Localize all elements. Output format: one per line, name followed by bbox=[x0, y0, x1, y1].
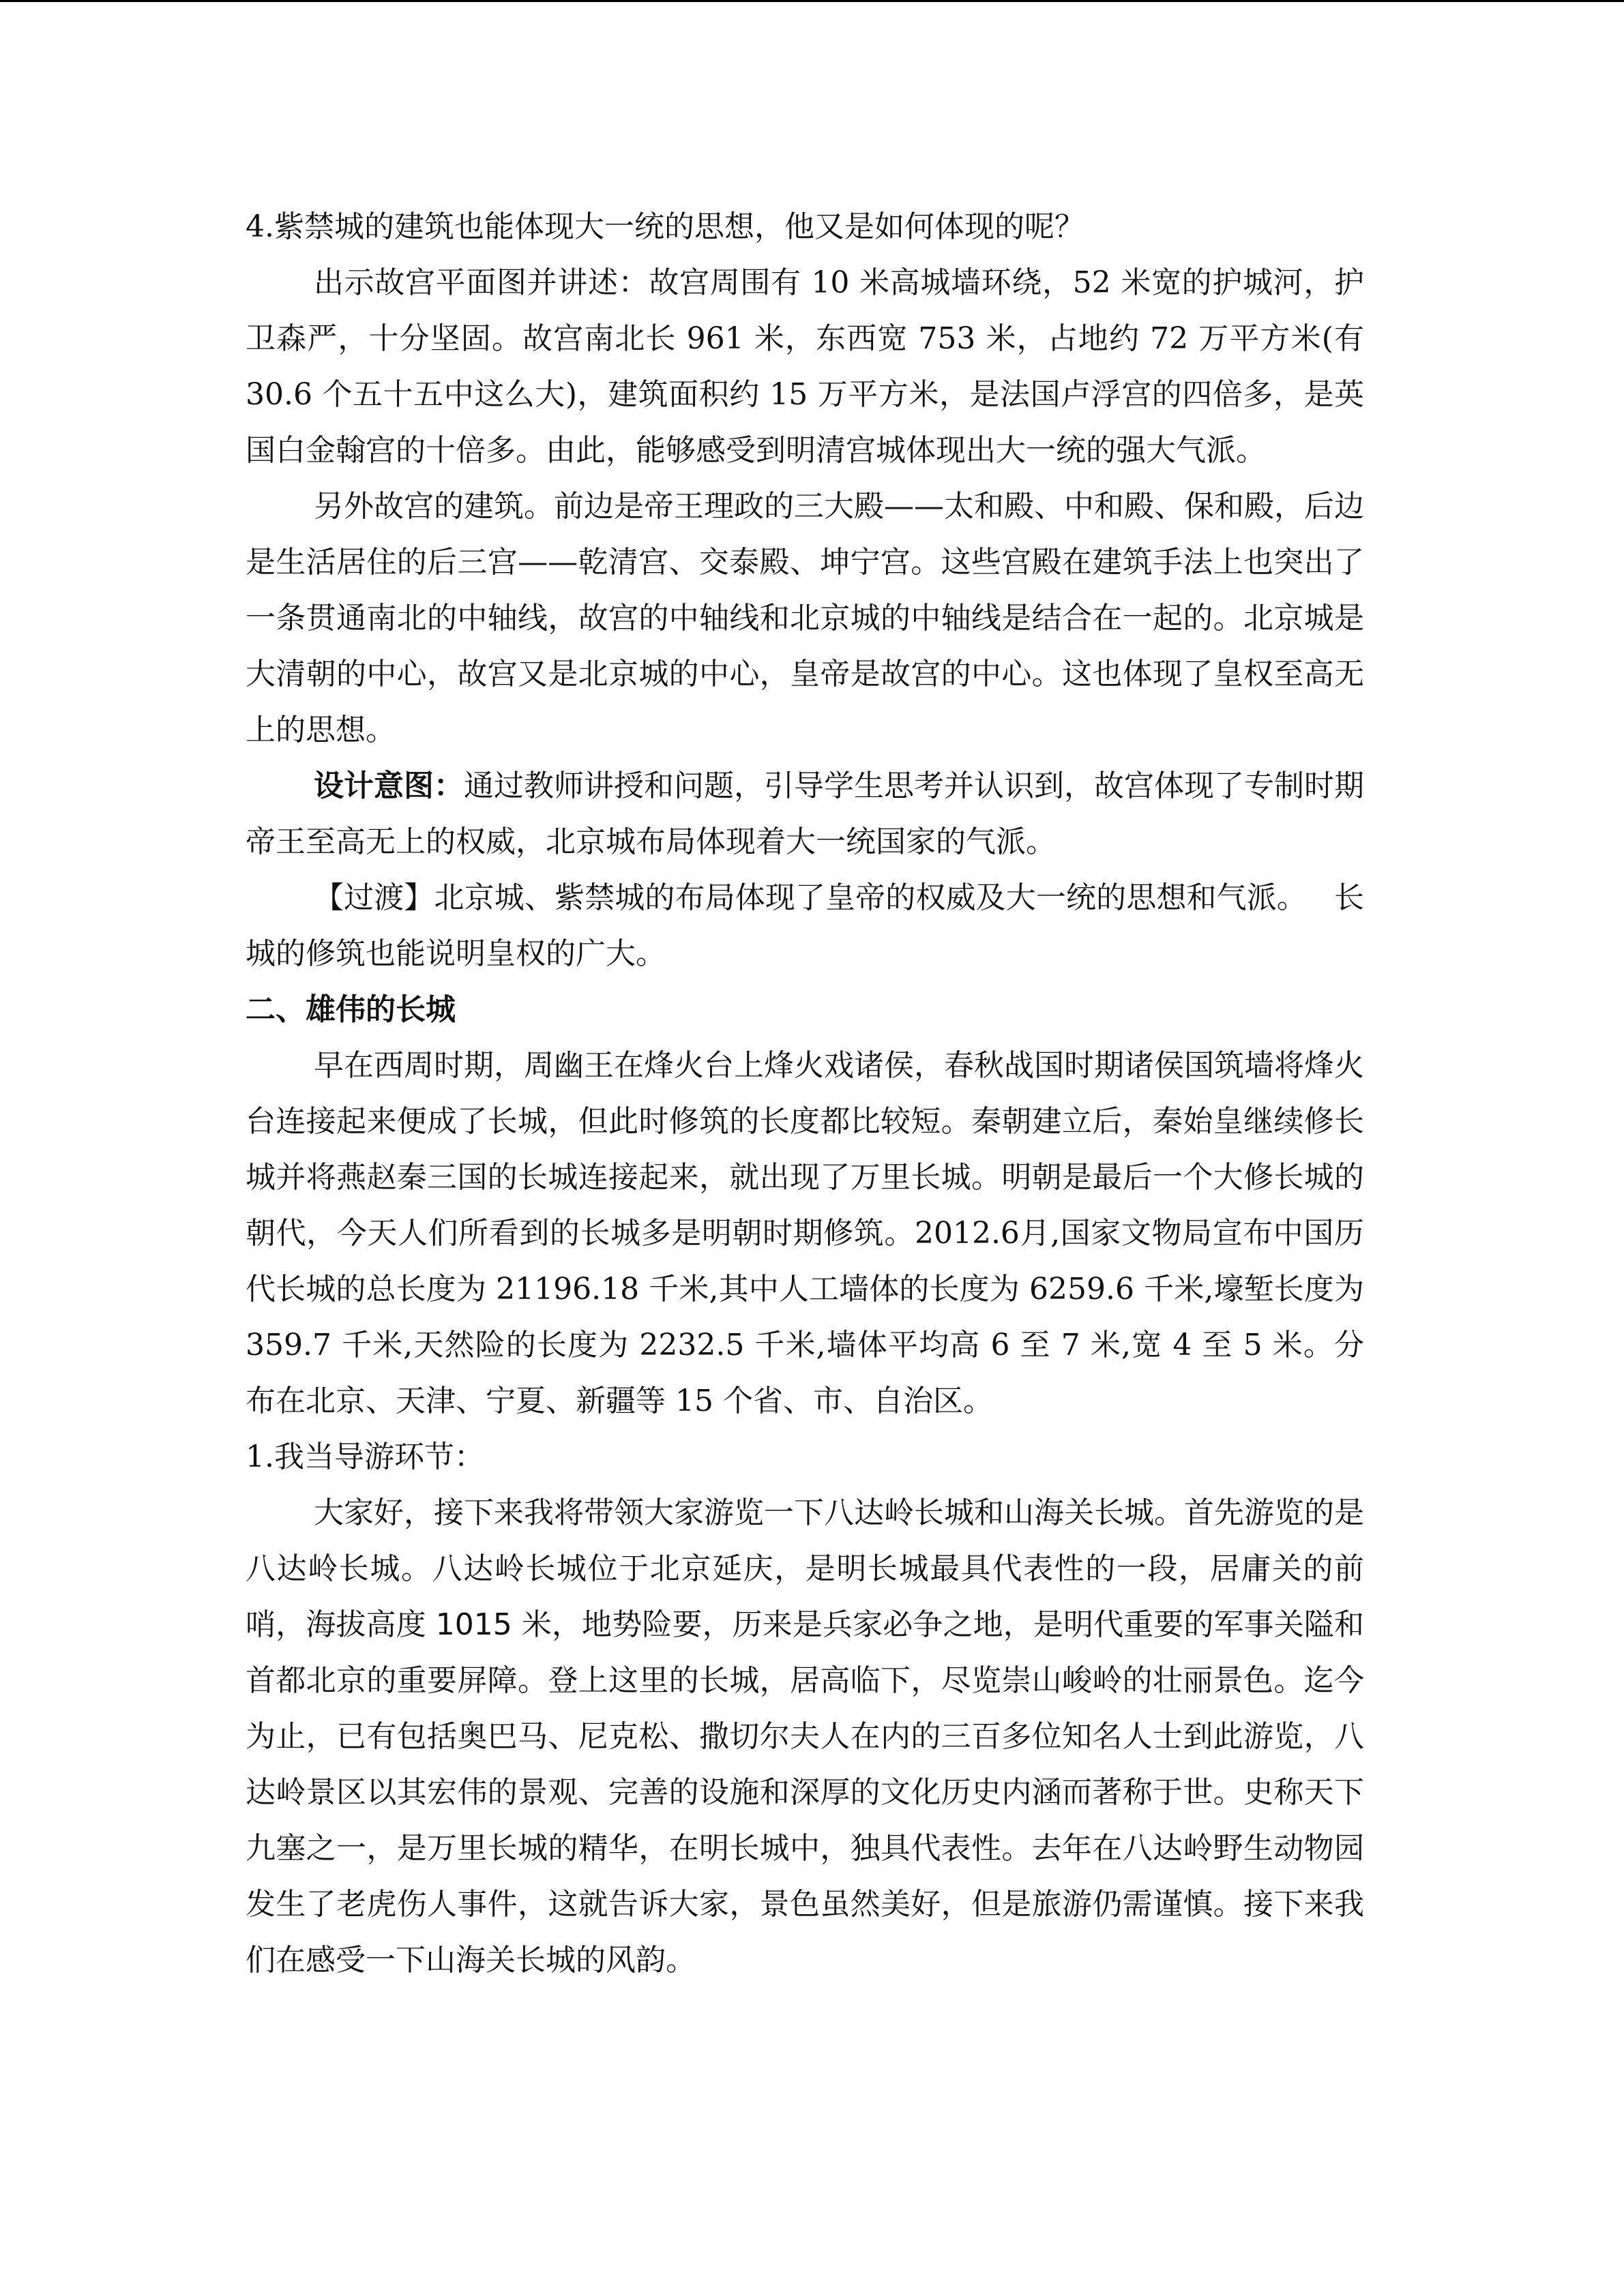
document-page bbox=[246, 199, 1364, 1988]
guide-activity-title: 1.我当导游环节： bbox=[246, 1440, 484, 1474]
transition-followup: 长城的修筑也能说明皇权的广大。 bbox=[246, 880, 1364, 971]
paragraph-great-wall-history: 早在西周时期，周幽王在烽火台上烽火戏诸侯，春秋战国时期诸侯国筑墙将烽火台连接起来便成了长城，但此时修筑的长度都比较短。秦朝建立后，秦始皇继续修长城并将燕赵秦三国的长城连接起来，就出现了万里长城。明朝是最后一个大修长城的朝代，今天人们所看到的长城多是明朝时期修筑。2012.6月,国家文物局宣布中国历代长城的总长度为 21196.18 千米,其中人工墙体的长度为 6259.6 千米,壕堑长度为 359.7 千米,天然险的长度为 2232.5 千米,墙体平均高 6 至 7 米,宽 4 至 5 米。分布在北京、天津、宁夏、新疆等 15 个省、市、自治区。 bbox=[246, 1048, 1364, 1418]
paragraph-tour-guide: 大家好，接下来我将带领大家游览一下八达岭长城和山海关长城。首先游览的是八达岭长城。八达岭长城位于北京延庆，是明长城最具代表性的一段，居庸关的前哨，海拔高度 1015 米，地势险要，历来是兵家必争之地，是明代重要的军事关隘和首都北京的重要屏障。登上这里的长城，居高临下，尽览崇山峻岭的壮丽景色。迄今为止，已有包括奥巴马、尼克松、撒切尔夫人在内的三百多位知名人士到此游览，八达岭景区以其宏伟的景观、完善的设施和深厚的文化历史内涵而著称于世。史称天下九塞之一，是万里长城的精华，在明长城中，独具代表性。去年在八达岭野生动物园发生了老虎伤人事件，这就告诉大家，景色虽然美好，但是旅游仍需谨慎。接下来我们在感受一下山海关长城的风韵。 bbox=[246, 1495, 1364, 1978]
paragraph-palace-size: 出示故宫平面图并讲述：故宫周围有 10 米高城墙环绕，52 米宽的护城河，护卫森严，十分坚固。故宫南北长 961 米，东西宽 753 米，占地约 72 万平方米(有 30.6 个五十五中这么大)，建筑面积约 15 万平方米，是法国卢浮宫的四倍多，是英国白金翰宫的十倍多。由此，能够感受到明清宫城体现出大一统的强大气派。 bbox=[246, 265, 1364, 468]
section-heading-great-wall: 二、雄伟的长城 bbox=[246, 992, 456, 1027]
transition-paragraph bbox=[246, 870, 1364, 982]
page-top-border bbox=[0, 0, 1624, 2]
question-4: 4.紫禁城的建筑也能体现大一统的思想，他又是如何体现的呢？ bbox=[246, 209, 1084, 244]
design-intent-text: 通过教师讲授和问题，引导学生思考并认识到，故宫体现了专制时期帝王至高无上的权威，北京城布局体现着大一统国家的气派。 bbox=[246, 769, 1364, 859]
design-intent bbox=[246, 758, 1364, 870]
design-intent-label: 设计意图： bbox=[314, 769, 464, 803]
paragraph-palace-buildings: 另外故宫的建筑。前边是帝王理政的三大殿——太和殿、中和殿、保和殿，后边是生活居住的后三宫——乾清宫、交泰殿、坤宁宫。这些宫殿在建筑手法上也突出了一条贯通南北的中轴线，故宫的中轴线和北京城的中轴线是结合在一起的。北京城是大清朝的中心，故宫又是北京城的中心，皇帝是故宫的中心。这也体现了皇权至高无上的思想。 bbox=[246, 489, 1364, 747]
transition-text: 【过渡】北京城、紫禁城的布局体现了皇帝的权威及大一统的思想和气派。 bbox=[314, 880, 1307, 915]
